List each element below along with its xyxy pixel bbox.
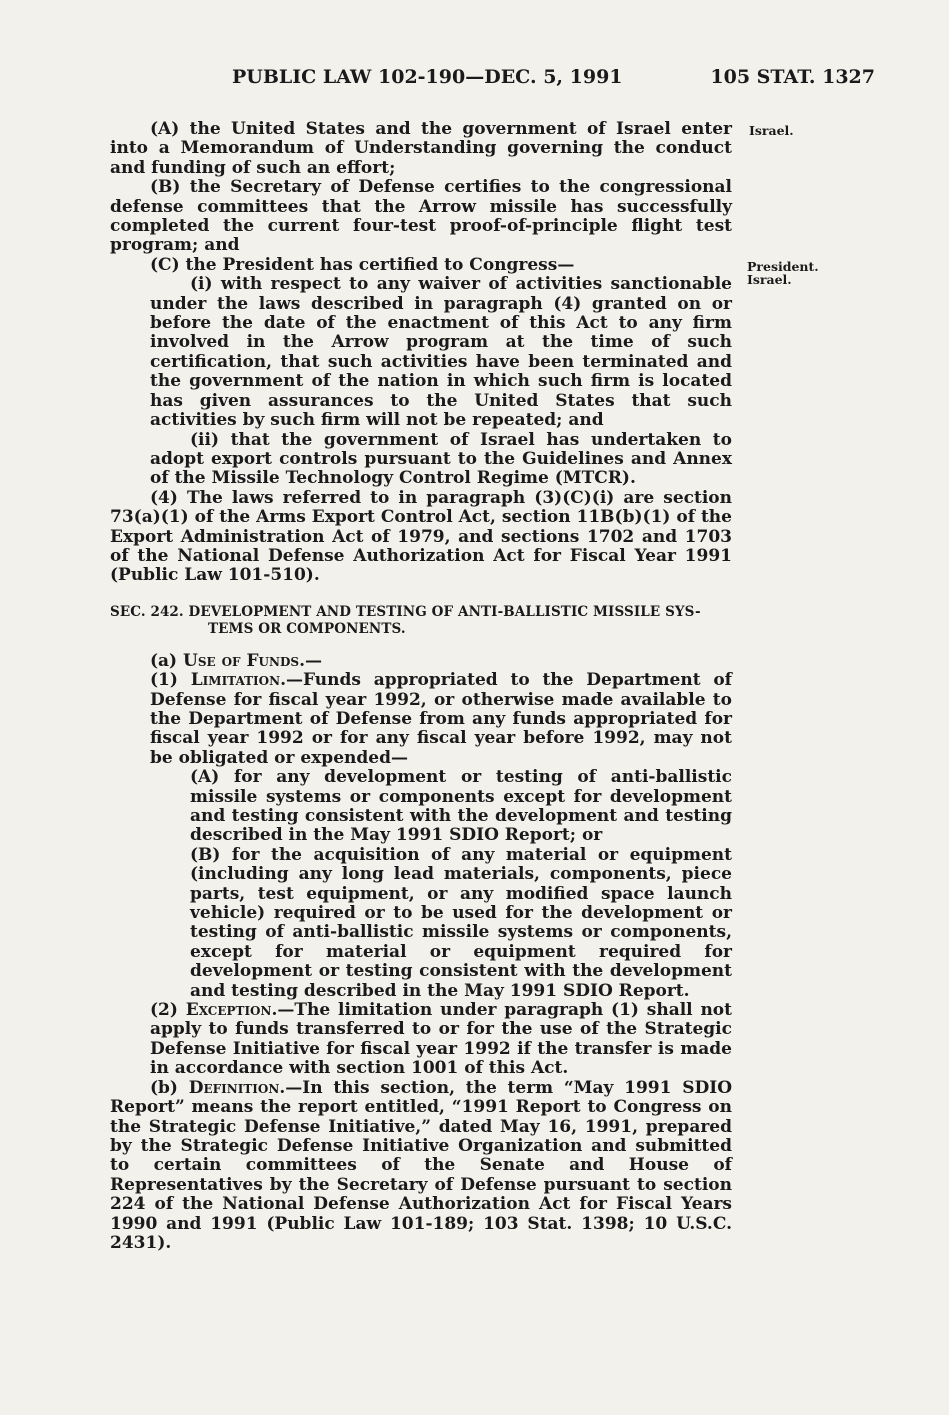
section-heading-line1: SEC. 242. DEVELOPMENT AND TESTING OF ANTI-BALLISTIC MISSILE SYS- xyxy=(110,603,701,620)
margin-note-president-israel xyxy=(747,260,819,286)
document-body xyxy=(110,120,732,1253)
paragraph-a1-A: (A) for any development or testing of anti-ballistic missile systems or components except for development and testing consistent with the development and testing described in the May 1991 SDIO Report; or xyxy=(190,767,732,846)
margin-note-president: President. xyxy=(747,259,819,274)
paragraph-a1-label: (1) xyxy=(150,670,178,691)
subsection-b xyxy=(110,1079,732,1254)
paragraph-a2-title: Exception xyxy=(185,1000,272,1021)
paragraph-a2-label: (2) xyxy=(150,1000,178,1021)
subsection-a-dash: .— xyxy=(299,650,322,671)
margin-note-israel-2: Israel. xyxy=(747,272,792,287)
paragraph-4: (4) The laws referred to in paragraph (3)(C)(i) are section 73(a)(1) of the Arms Export Control Act, section 11B(b)(1) of the Export Administration Act of 1979, and sections 1702 and 1703 of the National Defense Authorization Act for Fiscal Year 1991 (Public Law 101-510). xyxy=(110,487,732,586)
paragraph-a2 xyxy=(110,1001,732,1079)
subsection-b-text: .—In this section, the term “May 1991 SDIO Report” means the report entitled, “1991 Report to Congress on the Strategic Defense Initiative,” dated May 16, 1991, prepared by the Strategic Defense Initiative Organization and submitted to certain committees of the Senate and House of Representatives by the Secretary of Defense pursuant to section 224 of the National Defense Authorization Act for Fiscal Years 1990 and 1991 (Public Law 101-189; 103 Stat. 1398; 10 U.S.C. 2431). xyxy=(110,1077,732,1253)
paragraph-a1-B: (B) for the acquisition of any material or equipment (including any long lead materials, components, piece parts, test equipment, or any modified space launch vehicle) required or to be used for the development or testing of anti-ballistic missile systems or components, except for material or equipment required for development or testing consistent with the development and testing described in the May 1991 SDIO Report. xyxy=(190,844,732,1001)
paragraph-a1-text: .—Funds appropriated to the Department of Defense for fiscal year 1992, or otherwise made available to the Department of Defense from any funds appropriated for fiscal year 1992 or for any fiscal year before 1992, may not be obligated or expended— xyxy=(150,670,732,768)
section-242-heading xyxy=(110,604,732,638)
page-header xyxy=(110,66,875,96)
paragraph-3-C-ii: (ii) that the government of Israel has undertaken to adopt export controls pursuant to the Guidelines and Annex of the Missile Technology Control Regime (MTCR). xyxy=(150,429,732,489)
paragraph-a1 xyxy=(110,671,732,768)
subsection-b-title: Definition xyxy=(188,1077,280,1098)
paragraph-3-A: (A) the United States and the government of Israel enter into a Memorandum of Understanding governing the conduct and funding of such an effort; xyxy=(110,119,732,178)
section-heading-line2: TEMS OR COMPONENTS. xyxy=(208,620,406,637)
paragraph-3-C: (C) the President has certified to Congress— xyxy=(150,254,575,275)
margin-note-israel: Israel. xyxy=(749,123,794,138)
paragraph-a2-text: .—The limitation under paragraph (1) shall not apply to funds transferred to or for the use of the Strategic Defense Initiative for fiscal year 1992 if the transfer is made in accordance with section 1001 of this Act. xyxy=(150,1000,732,1079)
subsection-a-label: (a) xyxy=(150,650,178,671)
subsection-a-title: Use of Funds xyxy=(183,650,300,671)
header-public-law: PUBLIC LAW 102-190—DEC. 5, 1991 xyxy=(232,66,623,88)
paragraph-3-C-i: (i) with respect to any waiver of activities sanctionable under the laws described in paragraph (4) granted on or before the date of the enactment of this Act to any firm involved in the Arrow program at the time of such certification, that such activities have been terminated and the government of the nation in which such firm is located has given assurances to the United States that such activities by such firm will not be repeated; and xyxy=(150,274,732,431)
subsection-b-label: (b) xyxy=(150,1077,178,1098)
paragraph-3-B: (B) the Secretary of Defense certifies to the congressional defense committees that the Arrow missile has successfully completed the current four-test proof-of-principle flight test program; and xyxy=(110,177,732,256)
header-stat-page: 105 STAT. 1327 xyxy=(710,66,875,88)
subsection-a-heading xyxy=(110,652,732,671)
paragraph-a1-title: Limitation xyxy=(190,670,281,691)
